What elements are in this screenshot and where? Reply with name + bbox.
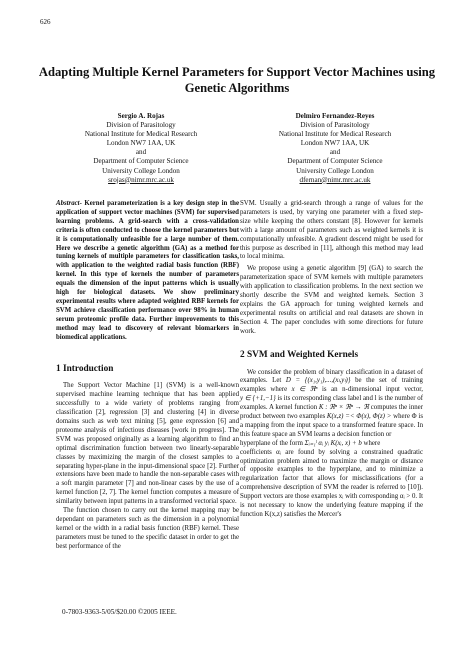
svm-math: x ∈ ℜⁿ [291,386,318,394]
author-affiliation-line: Division of Parasitology [300,121,370,130]
svm-paragraph: coefficients αᵢ are found by solving a constrained quadratic optimization problem aimed to maximize the margin or distance of opposite examples to the hyperplane, and to minimize a regularization factor that allows for misclassifications (for a comprehensive description of SVM the reader is referred to [10]). Support vectors are those examples xᵢ with corresponding αᵢ > 0. It is not necessary to know the underlying feature mapping if the function K(x,z) satisfies the Mercer's [240,448,423,518]
author-affiliation-line: and [329,148,341,157]
paper-title: Adapting Multiple Kernel Parameters for Support Vector Machines using Genetic Algorithms [38,65,436,95]
author-block-2 [240,112,430,185]
author-affiliation-line: Department of Computer Science [287,157,383,166]
svm-paragraph [240,369,423,440]
svm-text: computes the inner product between two examples [240,404,423,421]
copyright-footer: 0-7803-9363-5/05/$20.00 ©2005 IEEE. [62,608,177,616]
svm-formula-line [240,440,423,449]
body-paragraph: SVM. Usually a grid-search through a range of values for the parameters is used, by varying one parameter with a fixed step-size while keeping the others constant [8]. However for kernels with a large amount of parameters such as weighted kernels it is computationally unfeasible. A gradient descend might be used for this purpose as described in [11], although this method may lead to local minima. [240,200,423,261]
right-column [240,200,423,520]
svm-math: y ∈ {+1,−1} [240,395,276,403]
intro-paragraph: The function chosen to carry out the kernel mapping may be dependant on parameters such as the dimension in a polynomial kernel or the width in a radial basis function (RBF) kernel. These parameters must be tuned to the specific dataset in order to get the best performance of the [56,507,239,550]
author-affiliation-line: Department of Computer Science [93,157,189,166]
author-name: Sergio A. Rojas [117,112,165,120]
abstract [56,200,239,343]
svm-math: D = {(x₁,y₁),...,(xₗ,yₗ)} [285,377,351,385]
author-email[interactable]: srojas@nimr.mrc.ac.uk [108,175,174,184]
page-number: 626 [40,18,51,26]
author-affiliation-line: Division of Parasitology [106,121,176,130]
svm-text: where [363,439,381,447]
svm-text: where Φ is a mapping from the input space to a transformed feature space. In this feature space an SVM learns a decision function or [240,413,423,438]
author-block-1 [46,112,236,185]
author-affiliation-line: and [135,148,147,157]
author-affiliation-line: London NW7 1AA, UK [106,139,176,148]
svm-text: hyperplane of the form [240,439,303,447]
author-affiliation-line: University College London [296,166,374,175]
author-name: Delmiro Fernandez-Reyes [295,112,375,120]
author-affiliation-line: National Institute for Medical Research [278,130,392,139]
intro-paragraph: The Support Vector Machine [1] (SVM) is a well-known supervised machine learning technique that has been applied successfully to a wide variety of problems ranging from classification [2], regression [3] and clustering [4] in diverse domains such as web text mining [5], gene expression [6] and proteome analysis of infectious diseases [work in progress]. The SVM was proposed originally as a learning algorithm to find an optimal discrimination function between two linearly-separable classes by maximizing the margin of the closest samples to a separating hyper-plane in the input-dimensional space [2]. Further extensions have been made to handle the non-separable cases with a soft margin parameter [7] and non-linear cases by the use of a kernel function [2, 7]. The kernel function computes a measure of similarity between input patterns in a transformed vectorial space. [56,382,239,506]
svm-math: K(x,z) =< Φ(x), Φ(z) > [326,413,392,421]
svm-text: We consider the problem of binary classification in a dataset of examples. Let [240,368,423,385]
svm-math: K : ℜⁿ × ℜⁿ → ℜ [318,404,369,412]
left-column [56,200,239,552]
svm-text: be the set of training examples where [240,377,423,394]
body-paragraph: We propose using a genetic algorithm [9] (GA) to search the parameterization space of SVM kernels with multiple parameters with application to classification problems. In the next section we shortly describe the SVM and weighted kernels. Section 3 explains the GA approach for tuning weighted kernels and experimental results on artificial and real datasets are shown in Section 4. The paper concludes with some directions for future work. [240,265,423,335]
abstract-lead: Abstract- [56,200,82,207]
svm-text: is an n-dimensional input vector, [322,386,423,394]
author-affiliation-line: University College London [102,166,180,175]
abstract-text: Kernel parameterization is a key design step in the application of support vector machines (SVM) for supervised learning problems. A grid-search with a cross-validation criteria is often conducted to choose the kernel parameters but it is computationally unfeasible for a large number of them. Here we describe a genetic algorithm (GA) as a method for tuning kernels of multiple parameters for classification tasks, with application to the weighted radial basis function (RBF) kernel. In this type of kernels the number of parameters equals the dimension of the input patterns which is usually high for biological datasets. We show preliminary experimental results where adapted weighted RBF kernels for SVM achieve classification performance over 98% in human serum proteomic profile data. Further improvements to this method may lead to discovery of relevant biomarkers in biomedical applications. [56,200,239,341]
decision-function-formula: Σᵢ₌₁ˡ αᵢ yᵢ K(xᵢ, x) + b [304,439,362,447]
author-email[interactable]: dfernan@nimr.mrc.ac.uk [299,175,371,184]
author-affiliation-line: National Institute for Medical Research [84,130,198,139]
section-heading-introduction: 1 Introduction [56,363,114,374]
svm-text: is its corresponding class label and l is the number of examples. A kernel function [240,395,423,412]
author-affiliation-line: London NW7 1AA, UK [300,139,370,148]
section-heading-svm: 2 SVM and Weighted Kernels [240,349,359,360]
